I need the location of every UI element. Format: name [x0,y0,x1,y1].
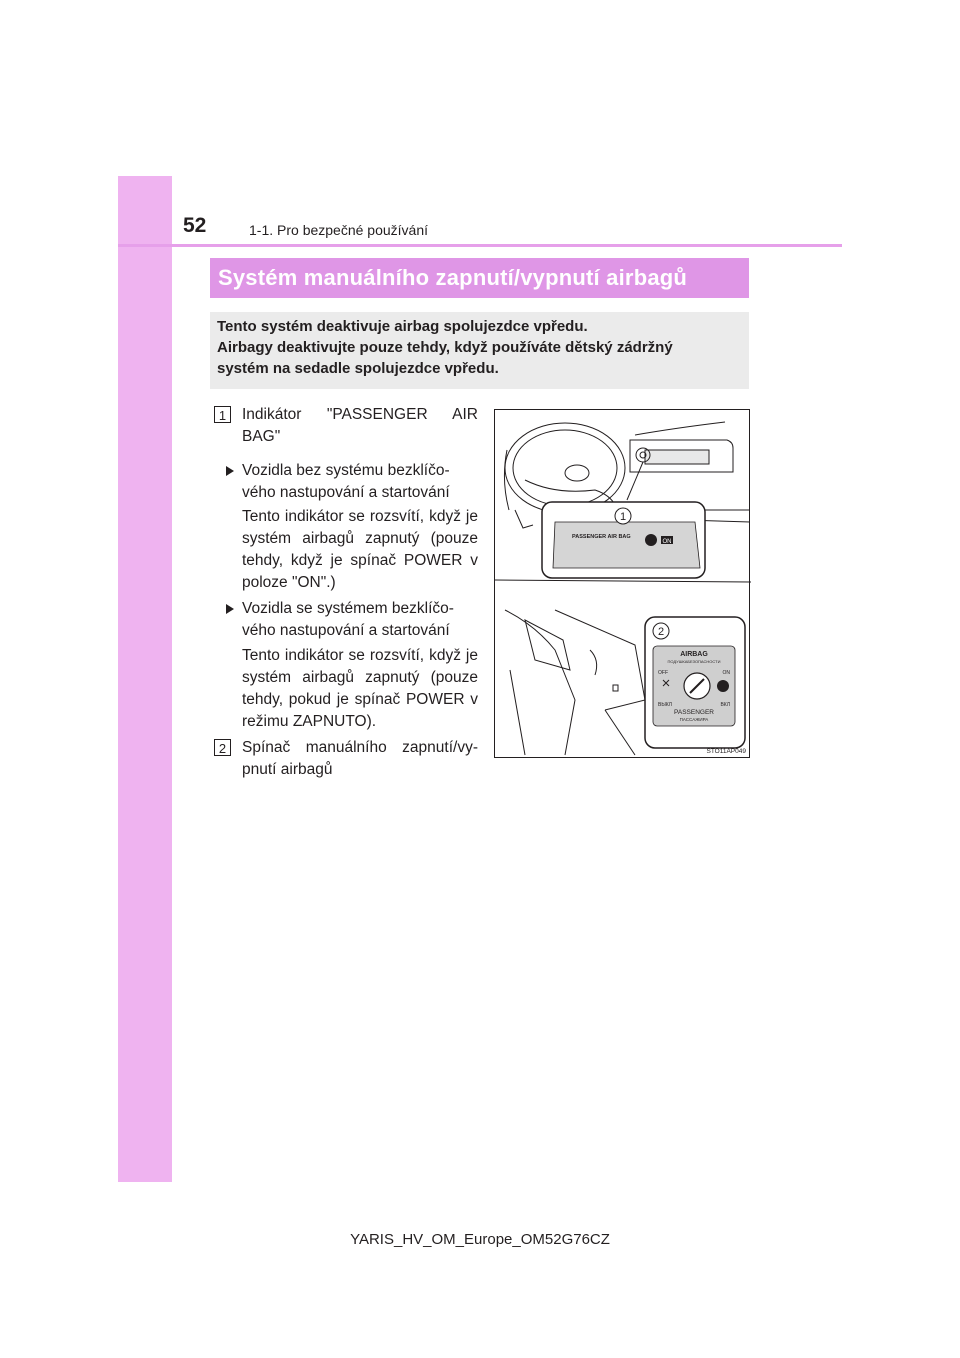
switch-subtitle: ПОДУШКАБЕЗОПАСНОСТИ [667,659,721,664]
bullet-2-paragraph: Tento indikátor se rozsvítí, když je systém airbagů zapnutý (pouze tehdy, pokud je spínač POWER v režimu ZAPNUTO). [242,647,478,730]
illustration-code: STO11AP049 [706,748,746,755]
bullet-1-paragraph: Tento indikátor se rozsvítí, když je systém airbagů zapnutý (pouze tehdy, když je spínač POWER v poloze "ON".) [242,508,478,591]
intro-line: Tento systém deaktivuje airbag spolujezdce vpředu. [217,318,588,335]
item-1 [214,404,478,448]
switch-off-ru-label: ВЫКЛ [658,702,672,708]
triangle-bullet-icon [226,604,234,614]
intro-line: Airbagy deaktivujte pouze tehdy, když používáte dětský zádržný [217,339,673,356]
airbag-on-icon [717,680,729,692]
item-number-1: 1 [214,406,231,423]
document-footer: YARIS_HV_OM_Europe_OM52G76CZ [350,1231,610,1248]
switch-off-label: OFF [658,670,668,676]
indicator-label: PASSENGER AIR BAG [572,534,631,540]
item-2 [214,737,478,781]
triangle-bullet-icon [226,466,234,476]
airbag-illustration [494,409,750,758]
switch-passenger-label: PASSENGER [674,709,714,716]
page-heading: Systém manuálního zapnutí/vypnutí airbagů [210,258,749,298]
switch-on-ru-label: ВКЛ [720,702,730,708]
section-title: 1-1. Pro bezpečné používání [249,222,429,238]
item-1-text: Indikátor "PASSENGER AIR BAG" [242,406,478,445]
bullet-2-label: Vozidla se systémem bezklíčo-vého nastupování a startování [242,600,454,639]
switch-title: AIRBAG [680,651,708,658]
intro-line: systém na sedadle spolujezdce vpředu. [217,360,499,377]
page-number: 52 [183,214,207,237]
switch-on-label: ON [722,670,730,676]
glovebox-sketch [505,610,645,755]
airbag-indicator-icon [645,534,657,546]
indicator-on-label: ON [662,539,672,545]
intro-box [210,312,749,389]
callout-1-label: 1 [619,511,627,523]
bullet-1 [226,460,478,504]
indicator-panel [553,522,700,568]
bullet-2 [226,598,478,642]
item-number-2: 2 [214,739,231,756]
callout-2-label: 2 [657,626,665,638]
header-divider [118,244,842,247]
item-2-text: Spínač manuálního zapnutí/vy-pnutí airbagů [242,739,478,778]
side-tab-bar [118,176,172,1182]
illustration-drawing [495,410,751,759]
bullet-1-label: Vozidla bez systému bezklíčo-vého nastupování a startování [242,462,450,501]
switch-passenger-ru-label: ПАССАЖИРА [679,717,709,722]
